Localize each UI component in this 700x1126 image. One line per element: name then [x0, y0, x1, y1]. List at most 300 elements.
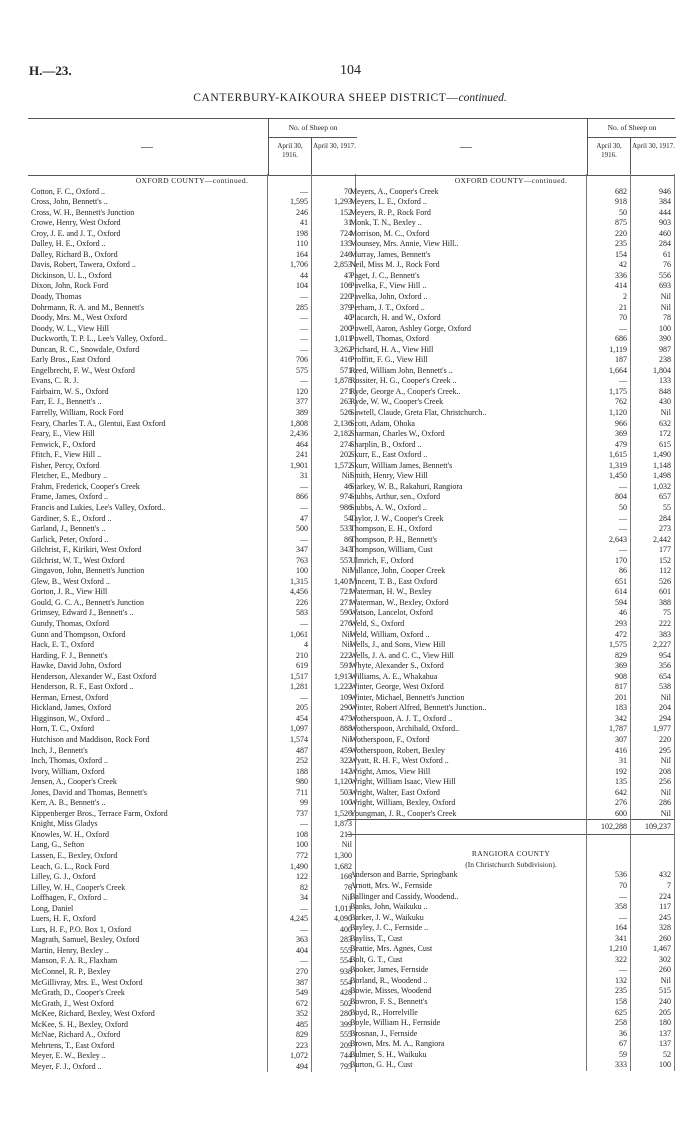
sheep-1917: 2,853 — [334, 260, 352, 270]
sheep-1916: 651 — [615, 576, 627, 586]
owner-name: Knowles, W. H., Oxford — [31, 829, 109, 839]
owner-name: Stubbs, Arthur, sen., Oxford — [350, 492, 441, 502]
owner-name: Ballinger and Cassidy, Woodend.. — [350, 891, 459, 901]
owner-name: Manson, F. A. R., Flaxham — [31, 956, 118, 966]
sheep-1917: 795 — [340, 1061, 352, 1071]
table-row — [28, 408, 356, 419]
owner-name: Lassen, E., Bexley, Oxford — [31, 851, 118, 860]
owner-name: Bolt, G. T., Cust — [350, 954, 403, 964]
sheep-1917: 428 — [340, 988, 352, 998]
report-code: H.—23. — [29, 63, 72, 78]
sheep-1916: — — [300, 819, 308, 829]
table-row — [347, 714, 675, 725]
owner-name: Martin, Henry, Bexley .. — [31, 945, 109, 955]
sheep-1917: 2,182 — [334, 429, 352, 439]
sheep-1916: 341 — [615, 933, 627, 943]
table-row — [347, 566, 675, 577]
sheep-1916: 154 — [615, 249, 627, 259]
sheep-1916: — — [300, 903, 308, 913]
table-row — [347, 788, 675, 799]
table-row — [28, 703, 356, 714]
sheep-1916: 594 — [615, 597, 627, 607]
sheep-1917: 240 — [659, 997, 671, 1007]
sheep-1916: 485 — [296, 1019, 308, 1029]
owner-name: Stubbs, A. W., Oxford .. — [350, 502, 427, 512]
owner-name: Jensen, A., Cooper's Creek — [31, 777, 117, 787]
sheep-1917: 1,401 — [334, 576, 352, 586]
table-row — [28, 630, 356, 641]
sheep-1916: 369 — [615, 429, 627, 439]
sheep-1917: 76 — [344, 882, 352, 892]
sheep-1916: 333 — [615, 1060, 627, 1070]
owner-name: Wotherspoon, F., Oxford — [350, 734, 430, 744]
sheep-1917: 432 — [659, 870, 671, 880]
sheep-1916: 625 — [615, 1007, 627, 1017]
owner-name: Monk, T. N., Bexley .. — [350, 218, 422, 228]
sheep-1916: 188 — [296, 766, 308, 776]
table-row — [28, 1041, 356, 1052]
sheep-1916: 31 — [619, 756, 627, 766]
sheep-1916: 276 — [615, 798, 627, 808]
owner-name: Weld, S., Oxford — [350, 618, 405, 628]
sheep-1916: — — [300, 323, 308, 333]
sheep-1917: 76 — [663, 260, 671, 270]
owner-name: Feary, Charles T. A., Glentui, East Oxford — [31, 418, 166, 428]
sheep-1916: 1,575 — [609, 640, 627, 650]
table-row — [28, 355, 356, 366]
table-row — [28, 514, 356, 525]
table-row — [28, 851, 356, 862]
owner-name: Lilley, W. H., Cooper's Creek — [31, 882, 126, 892]
sheep-1917: 538 — [659, 682, 671, 692]
sheep-1916: 100 — [296, 840, 308, 850]
title-continued: continued. — [458, 92, 507, 104]
owner-name: Boyd, R., Horrelville — [350, 1007, 418, 1017]
sheep-1916: — — [300, 481, 308, 491]
sheep-1916: 164 — [296, 249, 308, 259]
sheep-1916: 120 — [296, 386, 308, 396]
sheep-1916: 352 — [296, 1009, 308, 1019]
sheep-1916: 322 — [615, 954, 627, 964]
table-row — [347, 735, 675, 746]
sheep-1916: 377 — [296, 397, 308, 407]
table-row — [28, 250, 356, 261]
table-row — [347, 303, 675, 314]
owner-name: Waterman, W., Bexley, Oxford — [350, 597, 449, 607]
table-row — [347, 187, 675, 198]
table-row — [28, 988, 356, 999]
sheep-1916: 1,490 — [290, 861, 308, 871]
table-row — [347, 281, 675, 292]
sheep-1916: 50 — [619, 502, 627, 512]
sheep-1916: 549 — [296, 988, 308, 998]
table-row — [347, 345, 675, 356]
sheep-1917: 1,682 — [334, 861, 352, 871]
sheep-1917: 390 — [659, 334, 671, 344]
table-row — [347, 524, 675, 535]
table-row — [28, 334, 356, 345]
sheep-1917: 571 — [340, 365, 352, 375]
table-row — [28, 345, 356, 356]
sheep-1917: 222 — [659, 618, 671, 628]
sheep-1917: 238 — [659, 355, 671, 365]
sheep-1916: 358 — [615, 902, 627, 912]
table-row — [28, 925, 356, 936]
table-row — [28, 767, 356, 778]
table-row — [347, 976, 675, 987]
sheep-1917: 1,804 — [653, 365, 671, 375]
owner-name: Beattie, Mrs. Agnes, Cust — [350, 944, 433, 954]
sheep-1917: 274 — [340, 439, 352, 449]
sheep-1916: 187 — [615, 355, 627, 365]
owner-name: Wotherspoon, A. J. T., Oxford .. — [350, 713, 453, 723]
table-row — [347, 503, 675, 514]
owner-name: Inch, J., Bennett's — [31, 745, 88, 755]
sheep-1917: 444 — [659, 207, 671, 217]
sheep-1916: 1,319 — [609, 460, 627, 470]
sheep-1917: 1,148 — [653, 460, 671, 470]
sheep-1916: 1,120 — [609, 408, 627, 418]
table-row — [28, 735, 356, 746]
sheep-1916: 1,072 — [290, 1051, 308, 1061]
sheep-1917: 721 — [340, 587, 352, 597]
sheep-1917: Nil — [660, 787, 671, 797]
table-row — [28, 746, 356, 757]
table-row — [28, 693, 356, 704]
owner-name: Powell, Thomas, Oxford — [350, 334, 429, 344]
sheep-1917: 1,490 — [653, 450, 671, 460]
owner-name: Knight, Miss Gladys — [31, 819, 98, 829]
sheep-1917: 273 — [659, 524, 671, 534]
table-row — [347, 598, 675, 609]
sheep-1917: 100 — [340, 798, 352, 808]
table-row — [347, 292, 675, 303]
sheep-1916: 454 — [296, 713, 308, 723]
sheep-1916: 258 — [615, 1018, 627, 1028]
sheep-1916: 762 — [615, 397, 627, 407]
table-row — [347, 419, 675, 430]
sheep-1916: 363 — [296, 935, 308, 945]
sheep-1917: 256 — [659, 777, 671, 787]
sheep-1916: — — [619, 545, 627, 555]
table-row — [28, 197, 356, 208]
sheep-1916: 829 — [615, 650, 627, 660]
sheep-1916: — — [619, 376, 627, 386]
owner-name: Paget, J. C., Bennett's — [350, 270, 420, 280]
owner-name: Long, Daniel — [31, 903, 74, 913]
owner-name: Frame, James, Oxford .. — [31, 492, 109, 502]
sheep-1917: 290 — [340, 703, 352, 713]
sheep-1917: 276 — [340, 618, 352, 628]
sheep-1916: 192 — [615, 766, 627, 776]
right-table-body — [347, 176, 675, 819]
sheep-1917: 554 — [340, 956, 352, 966]
table-row — [347, 1060, 675, 1071]
table-row — [28, 535, 356, 546]
owner-name: Ffitch, F., View Hill .. — [31, 450, 102, 460]
owner-name: Fairbairn, W. S., Oxford — [31, 386, 109, 396]
sheep-1916: — — [300, 692, 308, 702]
sheep-1916: 246 — [296, 207, 308, 217]
owner-name: Placarch, H. and W., Oxford — [350, 313, 441, 323]
sheep-1917: 200 — [340, 323, 352, 333]
sheep-1916: 183 — [615, 703, 627, 713]
sheep-1916: — — [300, 186, 308, 196]
table-row — [347, 250, 675, 261]
table-row — [28, 471, 356, 482]
sheep-1916: 347 — [296, 545, 308, 555]
sheep-1916: 866 — [296, 492, 308, 502]
sheep-1917: 946 — [659, 186, 671, 196]
sheep-1917: 7 — [667, 881, 671, 890]
sheep-1917: 117 — [659, 902, 671, 912]
sheep-1917: Nil — [660, 292, 671, 302]
sheep-1916: 70 — [619, 313, 627, 323]
table-row — [28, 946, 356, 957]
table-row — [28, 1051, 356, 1062]
sheep-1916: 100 — [296, 566, 308, 576]
owner-name: Dohrmann, R. A. and M., Bennett's — [31, 302, 144, 312]
table-row — [347, 870, 675, 881]
table-row — [28, 208, 356, 219]
owner-name: Murray, James, Bennett's — [350, 249, 431, 259]
owner-name: Winter, Robert Alfred, Bennett's Junction.. — [350, 703, 487, 713]
owner-name: Morrison, M. C., Oxford — [350, 228, 430, 238]
owner-name: Leach, G. L., Rock Ford — [31, 861, 110, 871]
owner-name: Garland, J., Bennett's .. — [31, 524, 106, 534]
sheep-1916: 41 — [300, 218, 308, 228]
sheep-1917: 109 — [340, 692, 352, 702]
sheep-1916: 104 — [296, 281, 308, 291]
sheep-1917: 1,293 — [334, 197, 352, 207]
owner-name: Mounsey, Mrs. Annie, View Hill.. — [350, 239, 459, 249]
sheep-1916: 4,245 — [290, 914, 308, 924]
sheep-1916: — — [619, 323, 627, 333]
table-row — [28, 566, 356, 577]
sheep-1916: 829 — [296, 1030, 308, 1040]
sheep-1916: 50 — [619, 207, 627, 217]
sheep-1917: 204 — [659, 703, 671, 713]
sheep-1917: 135 — [340, 239, 352, 249]
table-row — [347, 556, 675, 567]
sheep-1916: 2 — [623, 292, 627, 302]
col-1917-header: April 30, 1917. — [313, 142, 356, 150]
sheep-1916: 1,706 — [290, 260, 308, 270]
sheep-1917: 615 — [659, 439, 671, 449]
owner-name: Farrelly, William, Rock Ford — [31, 408, 124, 418]
sheep-1917: Nil — [660, 692, 671, 702]
sheep-1916: 575 — [296, 365, 308, 375]
sheep-1916: 21 — [619, 302, 627, 312]
sheep-1917: 954 — [659, 650, 671, 660]
table-row — [28, 1009, 356, 1020]
sheep-1916: 472 — [615, 629, 627, 639]
sheep-1916: 1,175 — [609, 386, 627, 396]
table-row — [347, 1039, 675, 1050]
column-rule — [267, 174, 268, 1072]
owner-name: Vincent, T. B., East Oxford — [350, 576, 438, 586]
table-row — [347, 450, 675, 461]
owner-name: Gardiner, S. E., Oxford .. — [31, 513, 112, 523]
sheep-1917: 388 — [659, 597, 671, 607]
owner-name: Mehrtens, T., East Oxford — [31, 1040, 115, 1050]
column-rule — [311, 174, 312, 1072]
table-row — [28, 809, 356, 820]
sheep-1917: 246 — [340, 249, 352, 259]
sheep-1916: 686 — [615, 334, 627, 344]
sheep-1916: 772 — [296, 851, 308, 860]
table-row — [347, 902, 675, 913]
table-row — [28, 661, 356, 672]
sheep-1917: 295 — [659, 745, 671, 755]
sheep-count-header — [268, 119, 357, 175]
owner-name: Sharplin, B., Oxford .. — [350, 439, 422, 449]
sheep-1917: 180 — [659, 1018, 671, 1028]
owner-name: Waterman, H. W., Bexley — [350, 587, 432, 597]
owner-name: Wright, Amos, View Hill — [350, 766, 431, 776]
owner-name: Neil, Miss M. J., Rock Ford — [350, 260, 440, 270]
sheep-1917: 271 — [340, 386, 352, 396]
sheep-1917: 46 — [344, 481, 352, 491]
sheep-1917: 591 — [340, 661, 352, 671]
table-row — [28, 682, 356, 693]
sheep-1916: 44 — [300, 270, 308, 280]
sheep-1916: 47 — [300, 513, 308, 523]
sheep-1916: 1,097 — [290, 724, 308, 734]
table-row — [347, 651, 675, 662]
sheep-1917: Nil — [341, 893, 352, 903]
sheep-1916: 34 — [300, 893, 308, 903]
owner-name: Cross, John, Bennett's .. — [31, 197, 108, 207]
sheep-1917: 220 — [659, 734, 671, 744]
table-row — [347, 1029, 675, 1040]
sheep-1917: 205 — [659, 1007, 671, 1017]
sheep-1916: 164 — [615, 923, 627, 933]
sheep-1916: 908 — [615, 671, 627, 681]
sheep-1917: 294 — [659, 713, 671, 723]
sheep-1917: 938 — [340, 967, 352, 977]
sheep-1916: 1,901 — [290, 460, 308, 470]
owner-name: Gunn and Thompson, Oxford — [31, 629, 126, 639]
col-1916-header: April 30, 1916. — [269, 138, 312, 175]
table-row — [28, 260, 356, 271]
table-row — [347, 408, 675, 419]
owner-name: Wells, J. A. and C. C., View Hill — [350, 650, 454, 660]
table-row — [347, 944, 675, 955]
table-row — [347, 208, 675, 219]
table-row — [28, 777, 356, 788]
owner-name: Bayliss, T., Cust — [350, 933, 403, 943]
sheep-1916: 763 — [296, 555, 308, 565]
owner-name: Gorton, J. R., View Hill — [31, 587, 108, 597]
owner-name: Anderson and Barrie, Springbank — [350, 870, 458, 880]
owner-name: McGillivray, Mrs. E., West Oxford — [31, 977, 143, 987]
owner-name: Wright, Walter, East Oxford — [350, 787, 440, 797]
sheep-1917: Nil — [660, 808, 671, 818]
table-row — [347, 324, 675, 335]
sheep-1917: 974 — [340, 492, 352, 502]
owner-name: Frahm, Frederick, Cooper's Creek — [31, 481, 140, 491]
sheep-1916: — — [300, 534, 308, 544]
sheep-group-title: No. of Sheep on — [269, 119, 357, 138]
owner-name: Herman, Ernest, Oxford — [31, 692, 109, 702]
sheep-1917: 693 — [659, 281, 671, 291]
sheep-1916: 817 — [615, 682, 627, 692]
table-row — [28, 798, 356, 809]
owner-name: Bowron, F. S., Bennett's — [350, 997, 428, 1007]
sheep-1917: 888 — [340, 724, 352, 734]
sheep-1917: 222 — [340, 650, 352, 660]
table-row — [347, 429, 675, 440]
sheep-1917: 133 — [659, 376, 671, 386]
sheep-1916: 108 — [296, 829, 308, 839]
sheep-1917: 284 — [659, 239, 671, 249]
table-row — [28, 324, 356, 335]
sheep-1917: 2,442 — [653, 534, 671, 544]
table-row — [347, 545, 675, 556]
sheep-1916: — — [300, 344, 308, 354]
table-row — [28, 956, 356, 967]
sheep-1917: 555 — [340, 1030, 352, 1040]
owner-name: Meyers, R. P., Rock Ford — [350, 207, 431, 217]
sheep-1916: 122 — [296, 872, 308, 882]
col-1917-header: April 30, 1917. — [632, 142, 675, 150]
sheep-1916: 82 — [300, 882, 308, 892]
table-row — [347, 514, 675, 525]
owner-name: Wotherspoon, Robert, Bexley — [350, 745, 445, 755]
table-row — [28, 819, 356, 830]
owner-name: Bulmer, S. H., Waikuku — [350, 1049, 427, 1059]
sheep-1916: 205 — [296, 703, 308, 713]
sheep-1917: 724 — [340, 228, 352, 238]
owner-name: McGrath, D., Cooper's Creek — [31, 988, 125, 998]
column-rule — [630, 174, 631, 1071]
table-row — [28, 872, 356, 883]
sheep-1916: 235 — [615, 986, 627, 996]
table-row — [347, 397, 675, 408]
table-row — [28, 830, 356, 841]
owner-name: Watson, Lancelot, Oxford — [350, 608, 433, 618]
sheep-1917: 86 — [344, 534, 352, 544]
table-row — [28, 904, 356, 915]
owner-name: Gilchrist, F., Kirikiri, West Oxford — [31, 545, 142, 555]
table-row — [28, 1020, 356, 1031]
owner-name: Ivory, William, Oxford — [31, 766, 105, 776]
table-row — [28, 450, 356, 461]
owner-name: Brown, Mrs. M. A., Rangiora — [350, 1039, 445, 1049]
table-row — [347, 955, 675, 966]
sheep-1916: 966 — [615, 418, 627, 428]
sheep-1917: 166 — [340, 872, 352, 882]
owner-name: Lurs, H. F., P.O. Box 1, Oxford — [31, 924, 132, 934]
table-row — [28, 935, 356, 946]
owner-name: Proffitt, F. G., View Hill — [350, 355, 428, 365]
table-row — [347, 682, 675, 693]
sheep-1916: 241 — [296, 450, 308, 460]
sheep-1917: 1,913 — [334, 671, 352, 681]
sheep-1917: 263 — [340, 397, 352, 407]
right-column — [347, 118, 675, 1071]
sheep-1916: 1,787 — [609, 724, 627, 734]
owner-name: Loffhagen, F., Oxford .. — [31, 893, 108, 903]
owner-name: Magrath, Samuel, Bexley, Oxford — [31, 935, 140, 945]
owner-name: McNae, Richard A., Oxford — [31, 1030, 121, 1040]
owner-name: Lilley, G. J., Oxford — [31, 872, 96, 882]
owner-name: Wotherspoon, Archibald, Oxford.. — [350, 724, 460, 734]
table-row — [347, 746, 675, 757]
table-row — [28, 524, 356, 535]
table-row — [28, 461, 356, 472]
